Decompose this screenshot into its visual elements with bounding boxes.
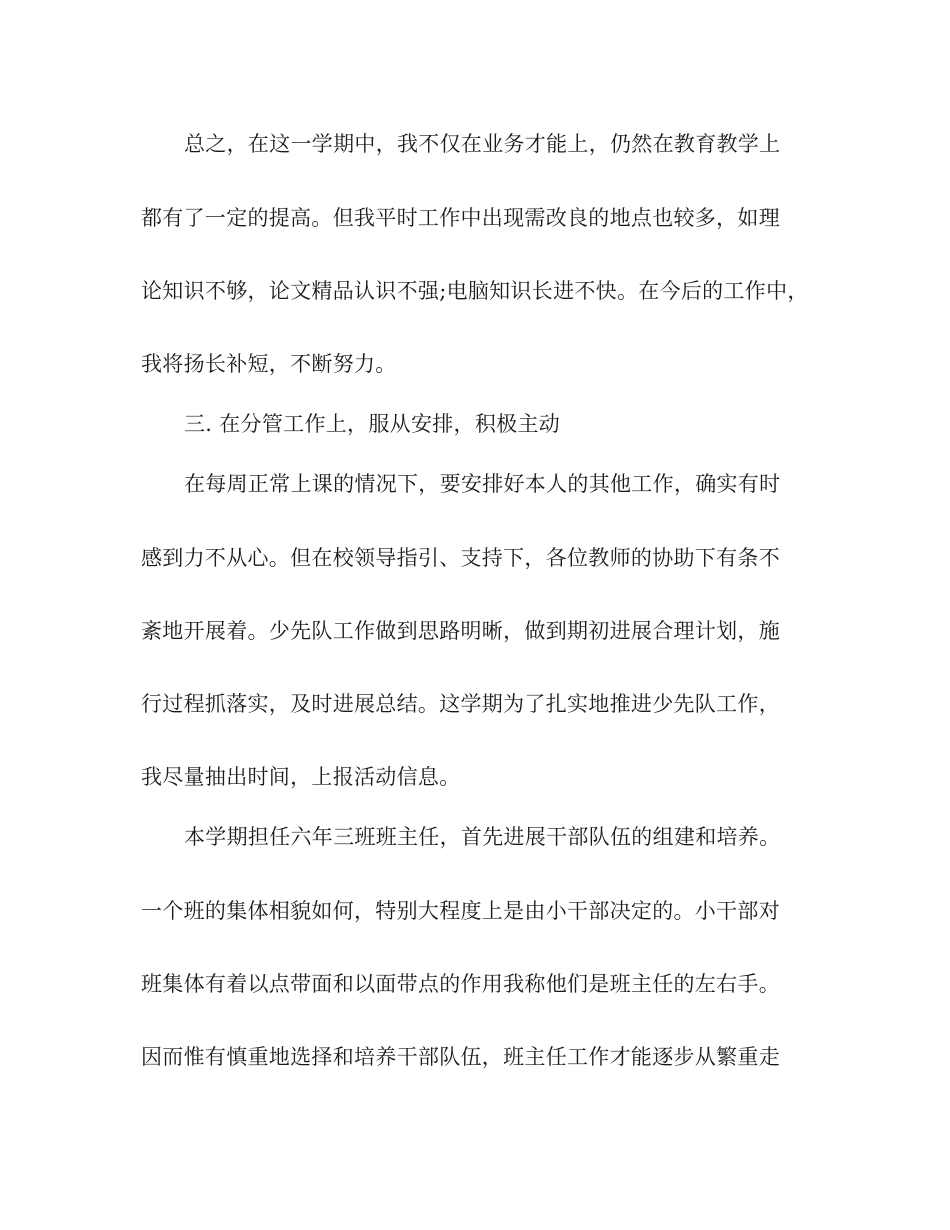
paragraph-work-line-5: 我尽量抽出时间，上报活动信息。: [141, 765, 461, 789]
paragraph-summary-line-4: 我将扬长补短，不断努力。: [141, 352, 397, 376]
paragraph-class-line-4: 因而惟有慎重地选择和培养干部队伍，班主任工作才能逐步从繁重走: [141, 1045, 780, 1069]
paragraph-summary-line-1: 总之，在这一学期中，我不仅在业务才能上，仍然在教育教学上: [184, 132, 781, 156]
paragraph-work-line-1: 在每周正常上课的情况下，要安排好本人的其他工作，确实有时: [184, 472, 781, 496]
paragraph-work-line-3: 紊地开展着。少先队工作做到思路明晰，做到期初进展合理计划，施: [141, 619, 780, 643]
paragraph-work-line-2: 感到力不从心。但在校领导指引、支持下，各位教师的协助下有条不: [141, 546, 780, 570]
paragraph-summary-line-3: 论知识不够，论文精品认识不强;电脑知识长进不快。在今后的工作中，: [141, 279, 809, 303]
section-heading: 三. 在分管工作上，服从安排，积极主动: [184, 412, 561, 436]
paragraph-class-line-1: 本学期担任六年三班班主任，首先进展干部队伍的组建和培养。: [184, 825, 781, 849]
paragraph-summary-line-2: 都有了一定的提高。但我平时工作中出现需改良的地点也较多，如理: [141, 206, 780, 230]
paragraph-class-line-2: 一个班的集体相貌如何，特别大程度上是由小干部决定的。小干部对: [141, 899, 780, 923]
paragraph-class-line-3: 班集体有着以点带面和以面带点的作用我称他们是班主任的左右手。: [141, 972, 780, 996]
paragraph-work-line-4: 行过程抓落实，及时进展总结。这学期为了扎实地推进少先队工作，: [141, 692, 780, 716]
